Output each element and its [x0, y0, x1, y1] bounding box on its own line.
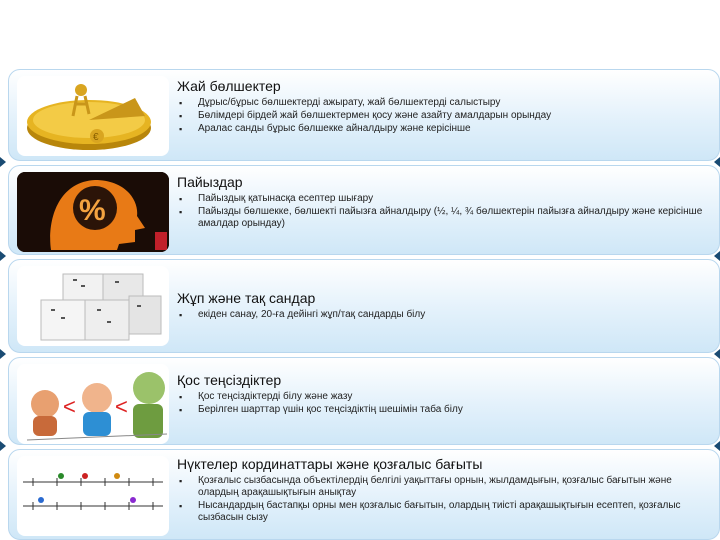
- topic-row-coordinates-motion: [8, 449, 720, 540]
- left-marker-icon: [0, 441, 6, 451]
- cartoon-inequality-icon: [17, 364, 169, 444]
- svg-text:<: <: [63, 394, 76, 419]
- topic-title: Қос теңсіздіктер: [177, 372, 282, 388]
- right-marker-icon: [714, 349, 720, 359]
- svg-text:<: <: [115, 394, 128, 419]
- golden-pie-icon: [17, 76, 169, 156]
- topic-item: ▪ Берілген шарттар үшін қос теңсіздіктің шешімін таба білу: [177, 404, 709, 416]
- topic-title: Жай бөлшектер: [177, 78, 281, 94]
- topic-item: ▪ Қозғалыс сызбасында объектілердің белгілі уақыттағы орнын, жылдамдығын, қозғалыс бағытын және олардың арақашықтығын анықтау: [177, 475, 709, 499]
- left-marker-icon: [0, 157, 6, 167]
- right-marker-icon: [714, 251, 720, 261]
- topic-row-percents: [8, 165, 720, 255]
- topic-item: ▪ Пайызды бөлшекке, бөлшекті пайызға айналдыру (½, ¼, ¾ бөлшектерін пайызға айналдыру және керісінше амалдар орындау): [177, 206, 709, 230]
- number-line-icon: [17, 456, 169, 536]
- topic-title: Пайыздар: [177, 174, 243, 190]
- topic-item: ▪ Бөлімдері бірдей жай бөлшектермен қосу және азайту амалдарын орындау: [177, 110, 709, 122]
- percent-head-icon: [17, 172, 169, 252]
- topic-title: Нүктелер кординаттары және қозғалыс бағыты: [177, 456, 483, 472]
- right-marker-icon: [714, 441, 720, 451]
- svg-text:€: €: [93, 132, 99, 143]
- topic-item: ▪ Нысандардың бастапқы орны мен қозғалыс бағытын, олардың тиісті арақашықтығын есептеп, қозғалыс сызбасын сызу: [177, 500, 709, 524]
- right-marker-icon: [714, 157, 720, 167]
- topic-row-double-inequalities: [8, 357, 720, 445]
- topic-item: ▪ екіден санау, 20-ға дейінгі жұп/тақ сандарды білу: [177, 309, 709, 321]
- topic-item: ▪ Аралас санды бұрыс бөлшекке айналдыру және керісінше: [177, 123, 709, 135]
- topic-row-fractions: [8, 69, 720, 161]
- topic-title: Жұп және тақ сандар: [177, 290, 316, 306]
- topic-row-even-odd: [8, 259, 720, 353]
- topic-list: [0, 67, 720, 540]
- svg-text:%: %: [79, 194, 106, 227]
- number-cubes-icon: [17, 266, 169, 346]
- left-marker-icon: [0, 251, 6, 261]
- topic-item: ▪ Пайыздық қатынасқа есептер шығару: [177, 193, 709, 205]
- left-marker-icon: [0, 349, 6, 359]
- topic-item: ▪ Қос теңсіздіктерді білу және жазу: [177, 391, 709, 403]
- topic-item: ▪ Дұрыс/бұрыс бөлшектерді ажырату, жай бөлшектерді салыстыру: [177, 97, 709, 109]
